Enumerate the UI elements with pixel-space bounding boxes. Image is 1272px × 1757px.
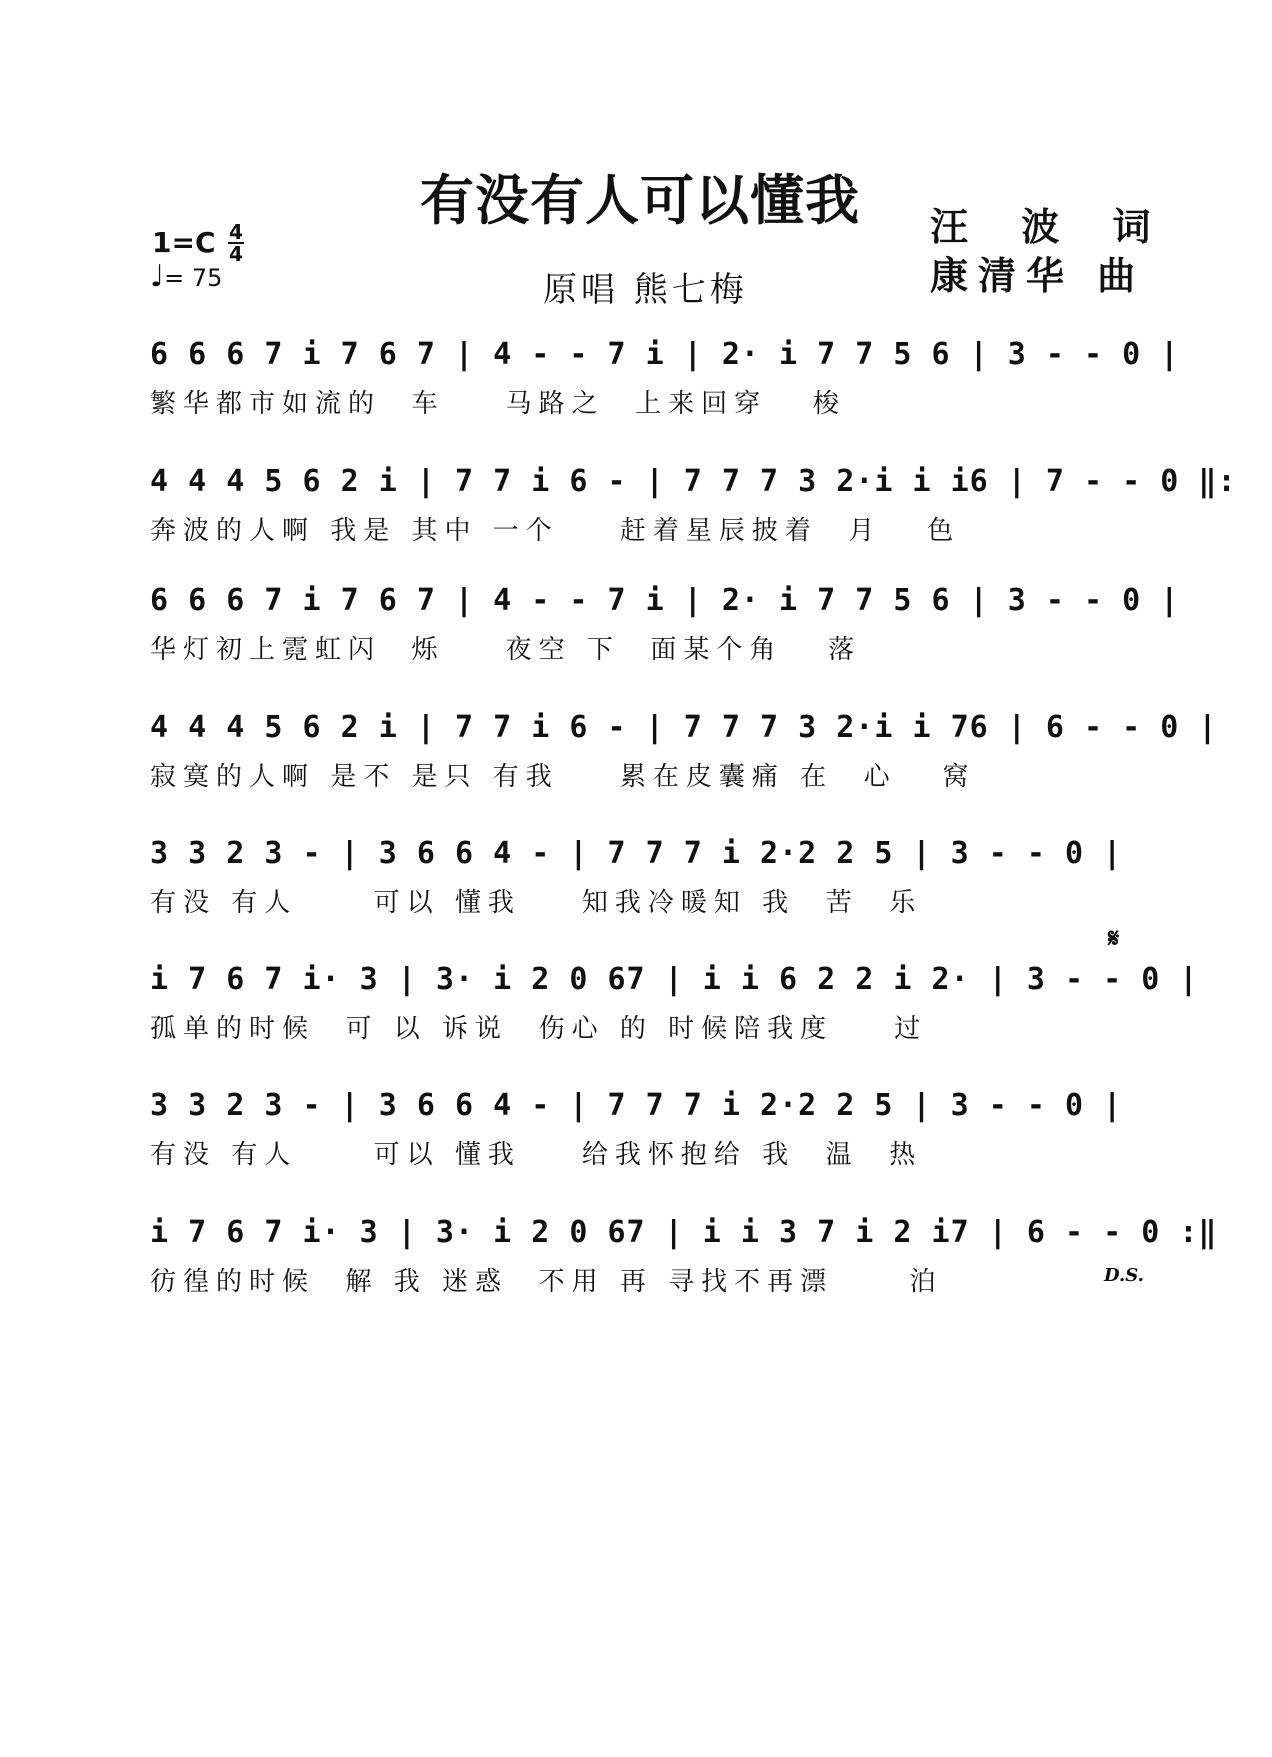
- lyrics-line-1: 繁华都市如流的 车 马路之 上来回穿 梭: [150, 389, 846, 419]
- lyrics-line-8: 彷徨的时候 解 我 迷惑 不用 再 寻找不再漂 泊: [150, 1267, 943, 1297]
- music-line-5: [0, 836, 1272, 966]
- time-signature: [228, 222, 244, 264]
- music-line-2: [0, 464, 1272, 594]
- time-signature-bottom: 4: [229, 242, 243, 266]
- notes-line-1: 6 6 6 7 i 7 6 7 | 4 - - 7 i | 2· i 7 7 5 6 | 3 - - 0 |: [150, 337, 1180, 372]
- music-line-4: [0, 710, 1272, 840]
- original-singer: 原唱 熊七梅: [543, 270, 748, 310]
- time-signature-top: 4: [229, 220, 243, 244]
- song-title: 有没有人可以懂我: [420, 169, 860, 232]
- composer-credit: 康清华 曲: [930, 253, 1146, 298]
- lyricist-credit: 汪 波 词: [930, 204, 1171, 249]
- key-signature: 1=C: [152, 226, 216, 259]
- notes-line-4: 4 4 4 5 6 2 i | 7 7 i 6 - | 7 7 7 3 2·i i 76 | 6 - - 0 |: [150, 710, 1218, 745]
- lyrics-line-6: 孤单的时候 可 以 诉说 伤心 的 时候陪我度 过: [150, 1014, 928, 1044]
- music-line-1: [0, 337, 1272, 467]
- notes-line-6: i 7 6 7 i· 3 | 3· i 2 0 67 | i i 6 2 2 i 2· | 3 - - 0 |: [150, 962, 1199, 997]
- dal-segno-mark: D.S.: [1104, 1265, 1144, 1286]
- music-line-8: [0, 1215, 1272, 1345]
- music-line-6: [0, 962, 1272, 1092]
- music-line-3: [0, 583, 1272, 713]
- lyrics-line-7: 有没 有人 可以 懂我 给我怀抱给 我 温 热: [150, 1140, 923, 1170]
- notes-line-2: 4 4 4 5 6 2 i | 7 7 i 6 - | 7 7 7 3 2·i i i6 | 7 - - 0 ‖:: [150, 464, 1237, 499]
- lyrics-line-5: 有没 有人 可以 懂我 知我冷暖知 我 苦 乐: [150, 888, 923, 918]
- notes-line-8: i 7 6 7 i· 3 | 3· i 2 0 67 | i i 3 7 i 2 i7 | 6 - - 0 :‖: [150, 1215, 1218, 1250]
- lyrics-line-4: 寂寞的人啊 是不 是只 有我 累在皮囊痛 在 心 窝: [150, 762, 976, 792]
- tempo-marking: [150, 259, 222, 294]
- tempo-value: = 75: [164, 264, 223, 292]
- lyrics-line-2: 奔波的人啊 我是 其中 一个 赶着星辰披着 月 色: [150, 516, 961, 546]
- segno-icon: 𝄋: [1108, 924, 1120, 954]
- notes-line-7: 3 3 2 3 - | 3 6 6 4 - | 7 7 7 i 2·2 2 5 | 3 - - 0 |: [150, 1088, 1123, 1123]
- music-line-7: [0, 1088, 1272, 1218]
- lyrics-line-3: 华灯初上霓虹闪 烁 夜空 下 面某个角 落: [150, 635, 862, 665]
- notes-line-3: 6 6 6 7 i 7 6 7 | 4 - - 7 i | 2· i 7 7 5 6 | 3 - - 0 |: [150, 583, 1180, 618]
- quarter-note-icon: ♩: [150, 259, 165, 294]
- notes-line-5: 3 3 2 3 - | 3 6 6 4 - | 7 7 7 i 2·2 2 5 | 3 - - 0 |: [150, 836, 1123, 871]
